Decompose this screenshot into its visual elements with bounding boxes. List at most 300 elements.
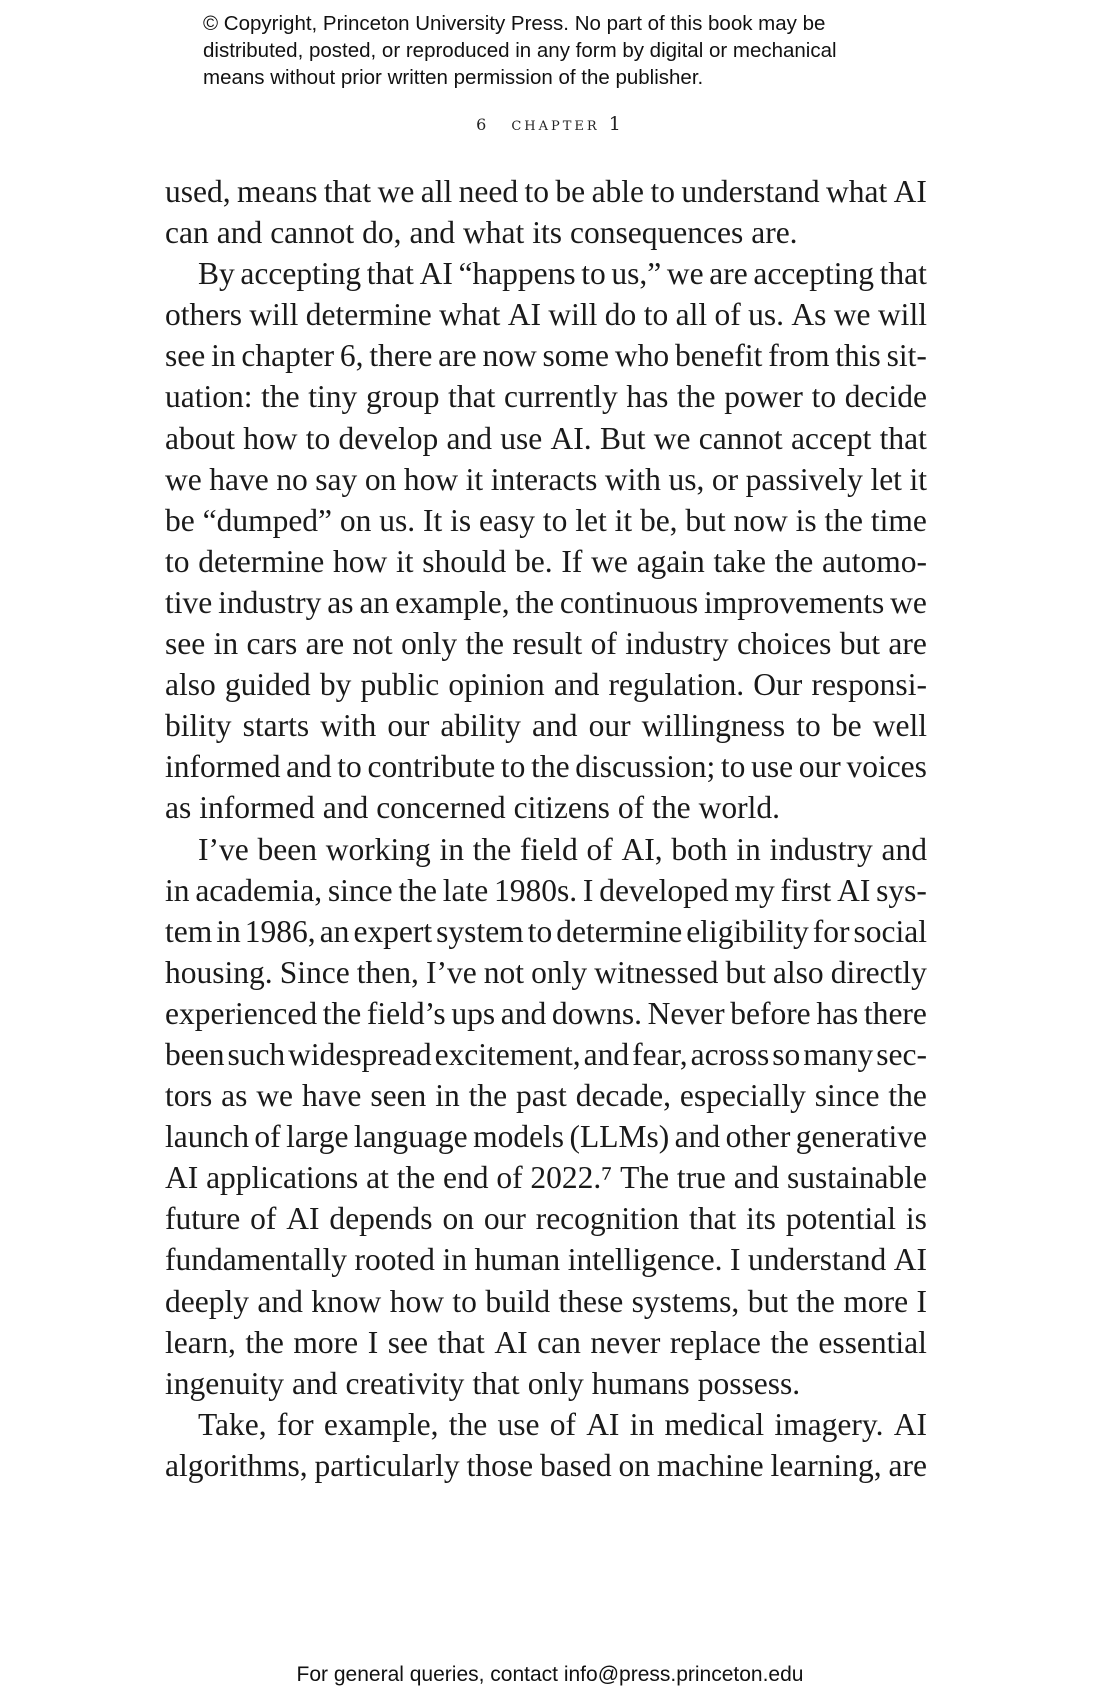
- word: need: [458, 174, 519, 209]
- word: sys-: [876, 872, 927, 908]
- word: accepting: [753, 256, 875, 292]
- copyright-line: distributed, posted, or reproduced in any form by digital or mechanical: [203, 39, 837, 62]
- word: before: [730, 995, 811, 1031]
- word: AI: [893, 174, 927, 209]
- word: accepting: [240, 256, 362, 292]
- word: for: [276, 1406, 314, 1442]
- word: there: [863, 995, 927, 1031]
- word: and: [409, 215, 456, 251]
- word: and: [532, 708, 578, 744]
- word: never: [590, 1324, 661, 1360]
- word: time: [870, 502, 927, 538]
- word: use: [751, 749, 794, 785]
- word: our: [483, 1201, 526, 1237]
- word: do,: [362, 215, 402, 251]
- word: automo-: [822, 543, 927, 579]
- word: decade,: [575, 1078, 671, 1114]
- word: Take,: [198, 1406, 267, 1442]
- word: the: [531, 749, 570, 785]
- word: opinion: [448, 667, 545, 703]
- word: about: [165, 420, 235, 456]
- word: on: [618, 1447, 651, 1483]
- word: determine: [556, 913, 683, 949]
- word: particularly: [314, 1447, 460, 1483]
- word: tem: [165, 913, 213, 949]
- word: Our: [753, 667, 803, 703]
- word: to: [524, 174, 550, 209]
- word: what: [825, 174, 888, 209]
- word: 1986,: [244, 913, 316, 949]
- word: and: [500, 995, 547, 1031]
- word: to: [542, 502, 568, 538]
- word: launch: [165, 1119, 249, 1155]
- word: Never: [647, 995, 725, 1031]
- word: industry: [769, 831, 873, 867]
- word: to: [643, 297, 669, 333]
- word: potential: [785, 1201, 897, 1237]
- word: the: [677, 379, 716, 415]
- word: how: [243, 420, 298, 456]
- word: has: [626, 379, 669, 415]
- word: concerned: [376, 790, 506, 826]
- word: working: [325, 831, 431, 867]
- word: the: [774, 543, 814, 579]
- word: 1980s.: [493, 872, 578, 908]
- word: humans: [591, 1365, 690, 1401]
- word: on: [364, 461, 397, 497]
- word: the: [398, 872, 437, 908]
- text-line: [165, 418, 927, 459]
- word: more: [293, 1324, 359, 1360]
- word: it: [909, 461, 927, 497]
- word: these: [558, 1283, 624, 1319]
- word: should: [422, 543, 507, 579]
- word: will: [548, 297, 598, 333]
- word: machine: [656, 1447, 764, 1483]
- word: use: [500, 420, 543, 456]
- word: will: [249, 297, 299, 333]
- word: AI: [419, 256, 453, 292]
- word: to: [811, 379, 837, 415]
- word: passively: [745, 461, 863, 497]
- word: to: [305, 420, 331, 456]
- word: system: [436, 913, 524, 949]
- word: means: [237, 174, 318, 209]
- word: If: [561, 543, 583, 579]
- word: AI: [586, 1406, 620, 1442]
- word: AI: [507, 297, 541, 333]
- word: there: [369, 338, 433, 374]
- word: both: [671, 831, 728, 867]
- word: the: [396, 1160, 436, 1196]
- word: its: [532, 215, 563, 251]
- contact-footer: For general queries, contact info@press.princeton.edu: [296, 1663, 804, 1686]
- word: now: [482, 338, 537, 374]
- text-line: [165, 911, 927, 952]
- word: recognition: [535, 1201, 680, 1237]
- word: is: [795, 502, 817, 538]
- word: group: [365, 379, 440, 415]
- word: we: [377, 174, 415, 209]
- word: and: [446, 420, 493, 456]
- word: future: [165, 1201, 241, 1237]
- word: eligibility: [686, 913, 809, 949]
- word: as: [221, 1078, 248, 1114]
- word: AI: [893, 1242, 927, 1278]
- word: on: [442, 1201, 474, 1237]
- word: imagery.: [774, 1406, 884, 1442]
- word: I’ve: [198, 831, 249, 867]
- word: this: [835, 338, 881, 374]
- word: be: [165, 502, 195, 538]
- word: possess.: [697, 1365, 801, 1401]
- word: are: [888, 626, 927, 662]
- word: AI: [837, 872, 871, 908]
- word: also: [772, 954, 824, 990]
- word: The: [620, 1160, 670, 1196]
- word: since: [814, 1078, 880, 1114]
- text-line: [165, 1404, 927, 1445]
- word: let: [575, 502, 607, 538]
- word: It: [423, 502, 443, 538]
- word: discussion;: [575, 749, 716, 785]
- copyright-line: © Copyright, Princeton University Press. No part of this book may be: [203, 12, 826, 35]
- word: not: [352, 626, 393, 662]
- word: we: [165, 461, 202, 497]
- word: we: [666, 256, 704, 292]
- word: As: [791, 297, 827, 333]
- word: be.: [515, 543, 553, 579]
- word: now: [733, 502, 788, 538]
- word: models: [473, 1119, 565, 1155]
- text-line: [165, 1445, 927, 1486]
- word: AI,: [621, 831, 663, 867]
- word: rooted: [354, 1242, 435, 1278]
- word: guided: [224, 667, 311, 703]
- word: are: [305, 626, 345, 662]
- word: see: [387, 1324, 428, 1360]
- word: medical: [664, 1406, 765, 1442]
- word: that: [448, 379, 496, 415]
- word: 6,: [339, 338, 364, 374]
- word: the: [261, 379, 300, 415]
- word: understand: [748, 1242, 887, 1278]
- word: the: [448, 1406, 488, 1442]
- word: we: [256, 1078, 294, 1114]
- word: willingness: [641, 708, 786, 744]
- word: to: [165, 543, 190, 579]
- word: is: [450, 502, 472, 538]
- word: world.: [698, 790, 780, 826]
- word: depends: [329, 1201, 433, 1237]
- word: at: [366, 1160, 389, 1196]
- word: language: [353, 1119, 468, 1155]
- word: decide: [844, 379, 927, 415]
- word: tiny: [308, 379, 358, 415]
- word: see: [165, 338, 206, 374]
- word: more: [843, 1283, 909, 1319]
- word: tors: [165, 1078, 213, 1114]
- word: AI: [286, 1201, 320, 1237]
- word: how: [403, 461, 459, 497]
- word: it: [395, 543, 414, 579]
- word: able: [591, 174, 645, 209]
- word: I: [582, 872, 594, 908]
- text-line: [165, 294, 927, 335]
- word: I: [367, 1324, 379, 1360]
- word: the: [468, 1078, 508, 1114]
- word: developed: [599, 872, 729, 908]
- word: I’ve: [425, 954, 477, 990]
- text-line: [165, 829, 927, 870]
- word: citizens: [513, 790, 610, 826]
- word: can: [537, 1324, 581, 1360]
- word: of: [549, 1406, 576, 1442]
- word: determine: [305, 297, 432, 333]
- word: in: [442, 1242, 467, 1278]
- word: us,”: [611, 256, 662, 292]
- word: with: [320, 708, 377, 744]
- copyright-notice: [203, 10, 923, 91]
- word: but: [839, 626, 881, 662]
- body-text: [165, 171, 927, 1486]
- word: example,: [323, 1406, 439, 1442]
- word: are: [438, 338, 477, 374]
- word: currently: [504, 379, 618, 415]
- word: others: [165, 297, 242, 333]
- word: result: [512, 626, 583, 662]
- word: are.: [751, 215, 798, 251]
- word: regulation.: [608, 667, 745, 703]
- text-line: [165, 1363, 927, 1404]
- word: cars: [246, 626, 298, 662]
- word: human: [474, 1242, 561, 1278]
- word: us,: [668, 461, 705, 497]
- word: how: [389, 1283, 444, 1319]
- word: of: [586, 831, 613, 867]
- text-line: [165, 1034, 927, 1075]
- word: well: [872, 708, 927, 744]
- word: develop: [338, 420, 439, 456]
- word: as: [327, 584, 354, 620]
- word: sit-: [886, 338, 927, 374]
- word: my: [734, 872, 775, 908]
- word: power: [724, 379, 803, 415]
- word: some: [542, 338, 610, 374]
- word: do: [604, 297, 637, 333]
- word: but: [725, 954, 766, 990]
- text-line: [165, 1157, 927, 1198]
- word: of: [590, 626, 617, 662]
- word: see: [165, 626, 206, 662]
- word: tive: [165, 584, 213, 620]
- word: AI: [893, 1406, 927, 1442]
- word: our: [588, 708, 631, 744]
- word: its: [746, 1201, 776, 1237]
- text-line: [165, 1322, 927, 1363]
- word: say: [315, 461, 358, 497]
- word: field: [520, 831, 578, 867]
- word: such: [227, 1036, 286, 1072]
- word: algorithms,: [165, 1447, 308, 1483]
- word: that: [879, 420, 927, 456]
- word: to: [650, 174, 675, 209]
- word: and: [322, 790, 369, 826]
- word: the: [824, 502, 864, 538]
- word: true: [676, 1160, 726, 1196]
- word: “dumped”: [202, 502, 333, 538]
- word: industry: [218, 584, 322, 620]
- word: to: [720, 749, 746, 785]
- word: easy: [479, 502, 535, 538]
- word: public: [360, 667, 440, 703]
- word: as: [165, 790, 192, 826]
- text-line: [165, 212, 927, 253]
- word: Since: [279, 954, 350, 990]
- word: that: [689, 1201, 737, 1237]
- word: to: [796, 708, 821, 744]
- word: housing.: [165, 954, 273, 990]
- word: be: [831, 708, 862, 744]
- word: improvements: [704, 584, 885, 620]
- word: the: [472, 831, 512, 867]
- word: ingenuity: [165, 1365, 284, 1401]
- word: an: [319, 913, 350, 949]
- word: continuous: [559, 584, 699, 620]
- word: that: [472, 1365, 520, 1401]
- word: in: [216, 913, 241, 949]
- word: only: [531, 954, 588, 990]
- word: By: [198, 256, 235, 292]
- word: from: [768, 338, 830, 374]
- word: we: [653, 420, 691, 456]
- word: used,: [165, 174, 231, 209]
- word: of: [250, 1201, 277, 1237]
- word: creativity: [345, 1365, 465, 1401]
- word: learn,: [165, 1324, 236, 1360]
- word: ability: [440, 708, 521, 744]
- word: end: [443, 1160, 489, 1196]
- word: informed: [165, 749, 281, 785]
- word: contribute: [367, 749, 496, 785]
- word: I: [916, 1283, 927, 1319]
- word: know: [311, 1283, 382, 1319]
- text-line: [165, 582, 927, 623]
- text-line: [165, 459, 927, 500]
- word: our: [387, 708, 430, 744]
- word: and: [257, 1283, 303, 1319]
- text-line: [165, 952, 927, 993]
- word: in: [435, 1078, 460, 1114]
- word: in: [213, 626, 239, 662]
- copyright-line: means without prior written permission of the publisher.: [203, 66, 704, 89]
- word: build: [485, 1283, 551, 1319]
- chapter-label: chapter 1: [511, 113, 624, 135]
- word: seen: [370, 1078, 427, 1114]
- word: determine: [198, 543, 325, 579]
- word: other: [725, 1119, 791, 1155]
- word: starts: [242, 708, 310, 744]
- word: those: [466, 1447, 534, 1483]
- word: witnessed: [594, 954, 719, 990]
- word: expert: [353, 913, 433, 949]
- word: to: [452, 1283, 477, 1319]
- word: based: [539, 1447, 612, 1483]
- word: in: [629, 1406, 655, 1442]
- word: bility: [165, 708, 232, 744]
- word: take: [713, 543, 767, 579]
- word: large: [286, 1119, 349, 1155]
- word: and: [881, 831, 927, 867]
- word: the: [465, 626, 504, 662]
- word: for: [812, 913, 850, 949]
- word: consequences: [570, 215, 744, 251]
- word: uation:: [165, 379, 253, 415]
- word: been: [165, 1036, 225, 1072]
- word: AI: [494, 1324, 528, 1360]
- word: of: [617, 790, 645, 826]
- word: are: [888, 1447, 927, 1483]
- word: AI.: [550, 420, 592, 456]
- word: and: [553, 667, 600, 703]
- word: “happens: [458, 256, 576, 292]
- word: AI: [165, 1160, 199, 1196]
- word: (LLMs): [569, 1119, 670, 1155]
- word: to: [500, 749, 526, 785]
- text-line: [165, 1075, 927, 1116]
- word: the: [652, 790, 691, 826]
- text-line: [165, 1198, 927, 1239]
- word: 2022.⁷: [530, 1160, 613, 1196]
- word: can: [165, 215, 209, 251]
- word: us.: [379, 502, 416, 538]
- word: an: [359, 584, 390, 620]
- running-head: [0, 113, 1100, 135]
- word: in: [211, 338, 236, 374]
- word: are: [709, 256, 748, 292]
- word: our: [798, 749, 841, 785]
- text-line: [165, 376, 927, 417]
- word: in: [736, 831, 761, 867]
- word: that: [323, 174, 372, 209]
- text-line: [165, 541, 927, 582]
- word: on: [339, 502, 372, 538]
- word: the: [322, 995, 362, 1031]
- word: fundamentally: [165, 1242, 347, 1278]
- text-line: [165, 787, 927, 828]
- word: sec-: [876, 1036, 927, 1072]
- word: learning,: [770, 1447, 882, 1483]
- word: excitement,: [434, 1036, 581, 1072]
- word: of: [254, 1119, 281, 1155]
- word: late: [442, 872, 489, 908]
- word: but: [747, 1283, 788, 1319]
- word: chapter: [241, 338, 335, 374]
- text-line: [165, 746, 927, 787]
- word: and: [733, 1160, 780, 1196]
- word: is: [905, 1201, 927, 1237]
- word: it: [465, 461, 484, 497]
- word: cannot: [270, 215, 355, 251]
- word: benefit: [674, 338, 763, 374]
- text-line: [165, 664, 927, 705]
- word: then,: [356, 954, 419, 990]
- word: But: [599, 420, 646, 456]
- text-line: [165, 335, 927, 376]
- word: or: [711, 461, 739, 497]
- word: experienced: [165, 995, 318, 1031]
- word: and: [583, 1036, 630, 1072]
